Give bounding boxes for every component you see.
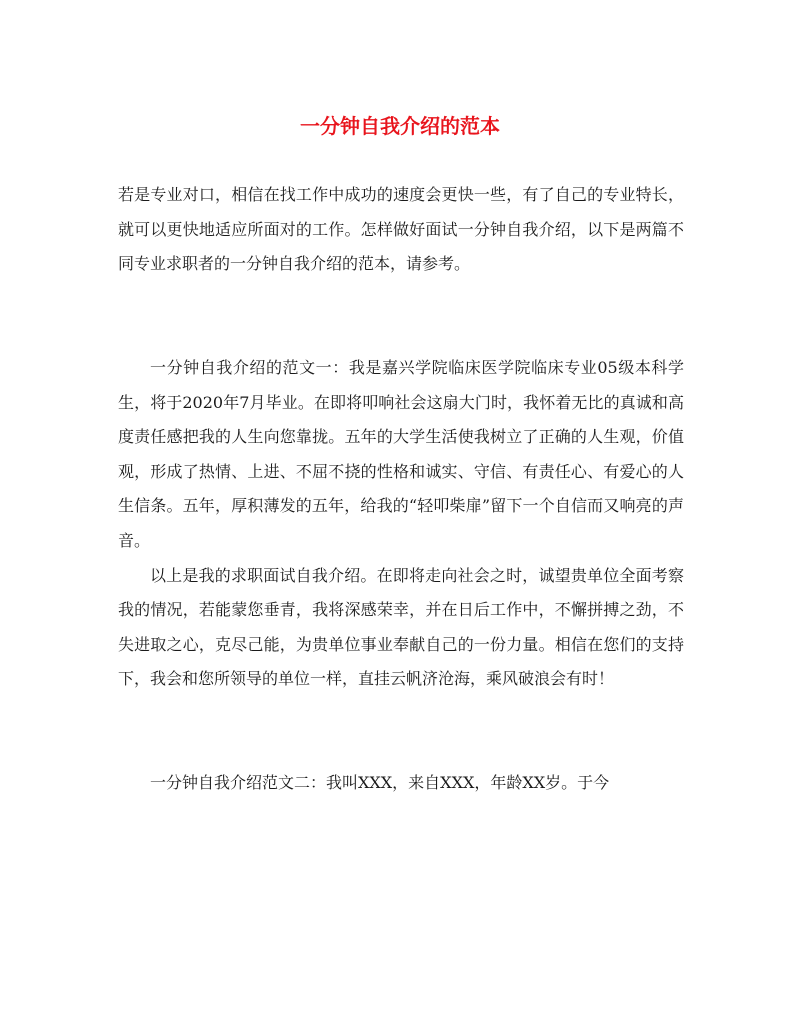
document-body bbox=[118, 178, 684, 801]
sample-one-closing-paragraph: 以上是我的求职面试自我介绍。在即将走向社会之时，诚望贵单位全面考察我的情况，若能蒙您垂青，我将深感荣幸，并在日后工作中，不懈拼搏之劲，不失进取之心，克尽己能，为贵单位事业奉献自己的一份力量。相信在您们的支持下，我会和您所领导的单位一样，直挂云帆济沧海，乘风破浪会有时！ bbox=[118, 565, 684, 689]
paragraph-gap bbox=[118, 282, 684, 317]
sample-one-paragraph: 一分钟自我介绍的范文一：我是嘉兴学院临床医学院临床专业05级本科学生，将于2020年7月毕业。在即将叩响社会这扇大门时，我怀着无比的真诚和高度责任感把我的人生向您靠拢。五年的大学生活使我树立了正确的人生观，价值观，形成了热情、上进、不屈不挠的性格和诚实、守信、有责任心、有爱心的人生信条。五年，厚积薄发的五年，给我的“轻叩柴扉”留下一个自信而又响亮的声音。 bbox=[118, 357, 684, 550]
sample-two-paragraph: 一分钟自我介绍范文二：我叫XXX，来自XXX，年龄XX岁。于今 bbox=[150, 773, 610, 793]
document-title: 一分钟自我介绍的范本 bbox=[300, 114, 500, 138]
paragraph-gap bbox=[118, 316, 684, 351]
intro-paragraph: 若是专业对口，相信在找工作中成功的速度会更快一些，有了自己的专业特长，就可以更快地适应所面对的工作。怎样做好面试一分钟自我介绍，以下是两篇不同专业求职者的一分钟自我介绍的范本，请参考。 bbox=[118, 185, 684, 274]
paragraph-gap bbox=[118, 732, 684, 767]
paragraph-gap bbox=[118, 697, 684, 732]
